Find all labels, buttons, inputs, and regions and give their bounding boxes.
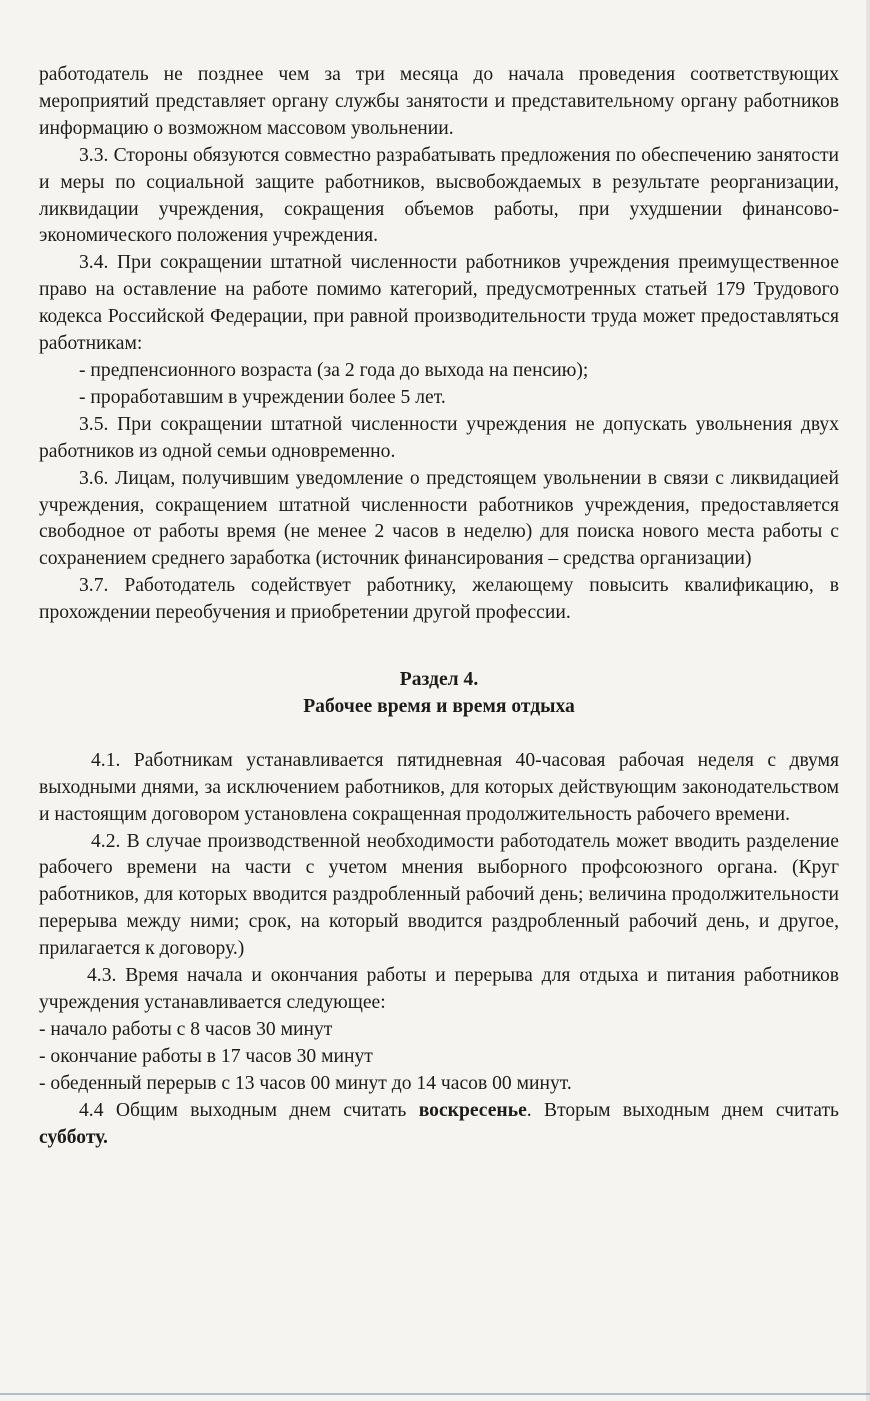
- paragraph-4-4: [39, 1098, 839, 1152]
- list-item-end-time: - окончание работы в 17 часов 30 минут: [39, 1045, 373, 1067]
- paragraph-4-4-text-c: . Вторым выходным днем считать: [526, 1099, 839, 1121]
- paragraph-4-2: 4.2. В случае производственной необходимости работодатель может вводить разделение рабочего времени на части с учетом мнения выборного профсоюзного органа. (Круг работников, для которых вводится раздробленный рабочий день; величина продолжительности перерыва между ними; срок, на который вводится раздробленный рабочий день, и другое, прилагается к договору.): [39, 830, 839, 960]
- paragraph-4-4-sunday: воскресенье: [418, 1099, 527, 1121]
- paragraph-3-4: 3.4. При сокращении штатной численности работников учреждения преимущественное право на оставление на работе помимо категорий, предусмотренных статьей 179 Трудового кодекса Российской Федерации, при равной производительности труда может предоставляться работникам:: [39, 252, 839, 355]
- section-number: Раздел 4.: [399, 669, 479, 691]
- paragraph-4-1: 4.1. Работникам устанавливается пятидневная 40-часовая рабочая неделя с двумя выходными днями, за исключением работников, для которых действующим законодательством и настоящим договором установлена сокращенная продолжительность рабочего времени.: [39, 749, 839, 825]
- document-page: [39, 62, 839, 1151]
- list-item-lunch-break: - обеденный перерыв с 13 часов 00 минут до 14 часов 00 минут.: [39, 1072, 572, 1094]
- paragraph-3-2-continuation: работодатель не позднее чем за три месяца до начала проведения соответствующих мероприятий представляет органу службы занятости и представительному органу работников информацию о возможном массовом увольнении.: [39, 64, 839, 139]
- paragraph-4-4-text-a: 4.4 Общим выходным днем считать: [79, 1099, 419, 1121]
- paragraph-3-3: 3.3. Стороны обязуются совместно разрабатывать предложения по обеспечению занятости и меры по социальной защите работников, высвобождаемых в результате реорганизации, ликвидации учреждения, сокращения объемов работы, при ухудшении финансово-экономического положения учреждения.: [39, 144, 839, 247]
- paragraph-3-7: 3.7. Работодатель содействует работнику, желающему повысить квалификацию, в прохождении переобучения и приобретении другой профессии.: [39, 575, 839, 624]
- list-item-five-years: - проработавшим в учреждении более 5 лет.: [79, 386, 446, 408]
- section-title: Рабочее время и время отдыха: [303, 695, 575, 717]
- paragraph-4-4-saturday: субботу.: [39, 1126, 108, 1148]
- list-item-pre-pension: - предпенсионного возраста (за 2 года до выхода на пенсию);: [79, 359, 589, 381]
- list-item-start-time: - начало работы с 8 часов 30 минут: [39, 1018, 333, 1040]
- paragraph-3-5: 3.5. При сокращении штатной численности учреждения не допускать увольнения двух работников из одной семьи одновременно.: [39, 413, 839, 462]
- scan-bottom-line: [0, 1393, 870, 1395]
- spacer: [39, 627, 839, 667]
- spacer: [39, 721, 839, 748]
- paragraph-4-3: 4.3. Время начала и окончания работы и перерыва для отдыха и питания работников учреждения устанавливается следующее:: [39, 965, 839, 1013]
- paragraph-3-6: 3.6. Лицам, получившим уведомление о предстоящем увольнении в связи с ликвидацией учреждения, сокращением штатной численности работников учреждения, предоставляется свободное от работы время (не менее 2 часов в неделю) для поиска нового места работы с сохранением среднего заработка (источник финансирования – средства организации): [39, 467, 839, 570]
- scan-edge: [866, 0, 870, 1401]
